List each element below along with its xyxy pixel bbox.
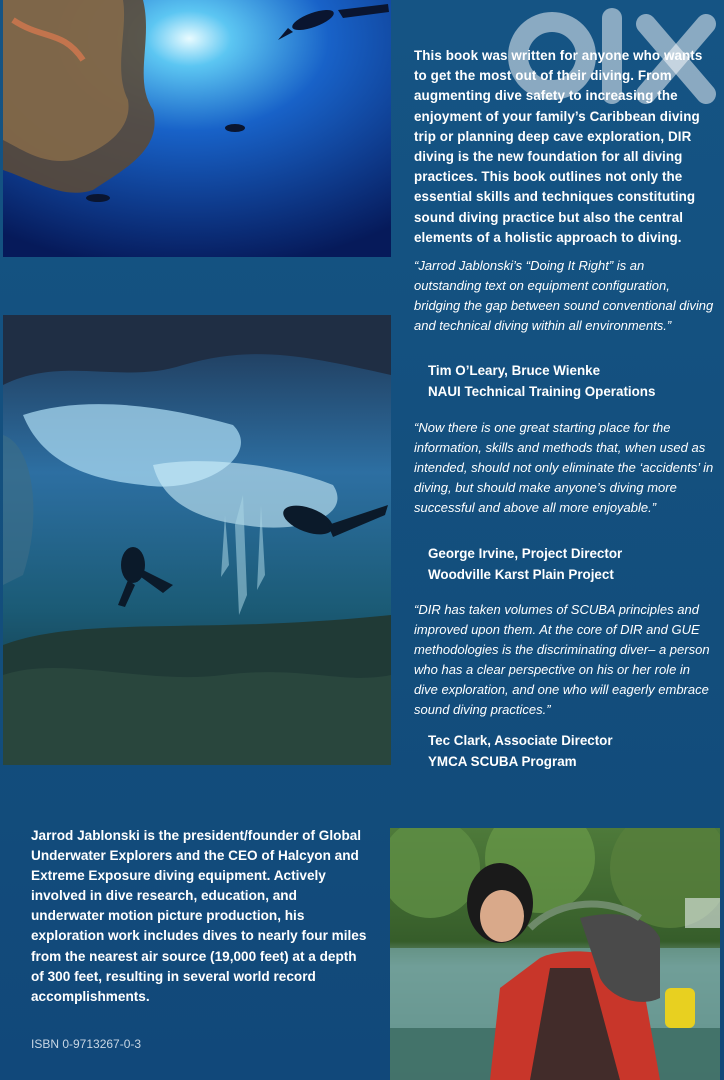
- endorser-org-2: Woodville Karst Plain Project: [428, 566, 614, 582]
- endorser-name-1: Tim O’Leary, Bruce Wienke: [428, 363, 601, 378]
- book-description: This book was written for anyone who wants to get the most out of their diving. From augmenting dive safety to increasing the enjoyment of your family’s Caribbean diving trip or planning deep cave exploration, DIR diving is the new foundation for all diving practices. This book outlines not only the essential skills and techniques constituting sound diving practice but also the central elements of a holistic approach to diving.: [414, 48, 703, 245]
- endorsement-attribution-1: [414, 361, 714, 402]
- endorser-name-3: Tec Clark, Associate Director: [428, 733, 613, 748]
- author-diver-photo: [390, 828, 720, 1080]
- divers-open-water-photo: [3, 0, 391, 257]
- endorsement-quote-2: “Now there is one great starting place for the information, skills and methods that, when used as intended, should not only eliminate the ‘accidents’ in diving, but should make anyone’s diving more successful and above all more enjoyable.”: [414, 420, 714, 515]
- author-bio: Jarrod Jablonski is the president/founder of Global Underwater Explorers and the CEO of Halcyon and Extreme Exposure diving equipment. Actively involved in dive research, education, and underwater motion picture production, his exploration work includes dives to nearly four miles from the nearest air source (19,000 feet) at a depth of 300 feet, resulting in several world record accomplishments.: [31, 828, 367, 1004]
- endorser-org-3: YMCA SCUBA Program: [428, 753, 577, 769]
- cave-divers-photo: [3, 315, 391, 765]
- endorser-name-2: George Irvine, Project Director: [428, 546, 623, 561]
- olx-watermark-logo: [506, 4, 722, 108]
- isbn-number: ISBN 0-9713267-0-3: [31, 1037, 142, 1051]
- endorsement-attribution-3: [414, 731, 714, 772]
- endorsement-quote-3: “DIR has taken volumes of SCUBA principles and improved upon them. At the core of DIR and GUE methodologies is the discriminating diver– a person who has a clear perspective on his or her role in dive exploration, and one who will eagerly embrace sound diving practices.”: [414, 602, 710, 717]
- endorsement-attribution-2: [414, 544, 714, 585]
- endorser-org-1: NAUI Technical Training Operations: [428, 383, 656, 399]
- endorsement-quote-1: “Jarrod Jablonski’s “Doing It Right” is an outstanding text on equipment configuration, bridging the gap between sound conventional diving and technical diving within all environments.”: [414, 258, 714, 333]
